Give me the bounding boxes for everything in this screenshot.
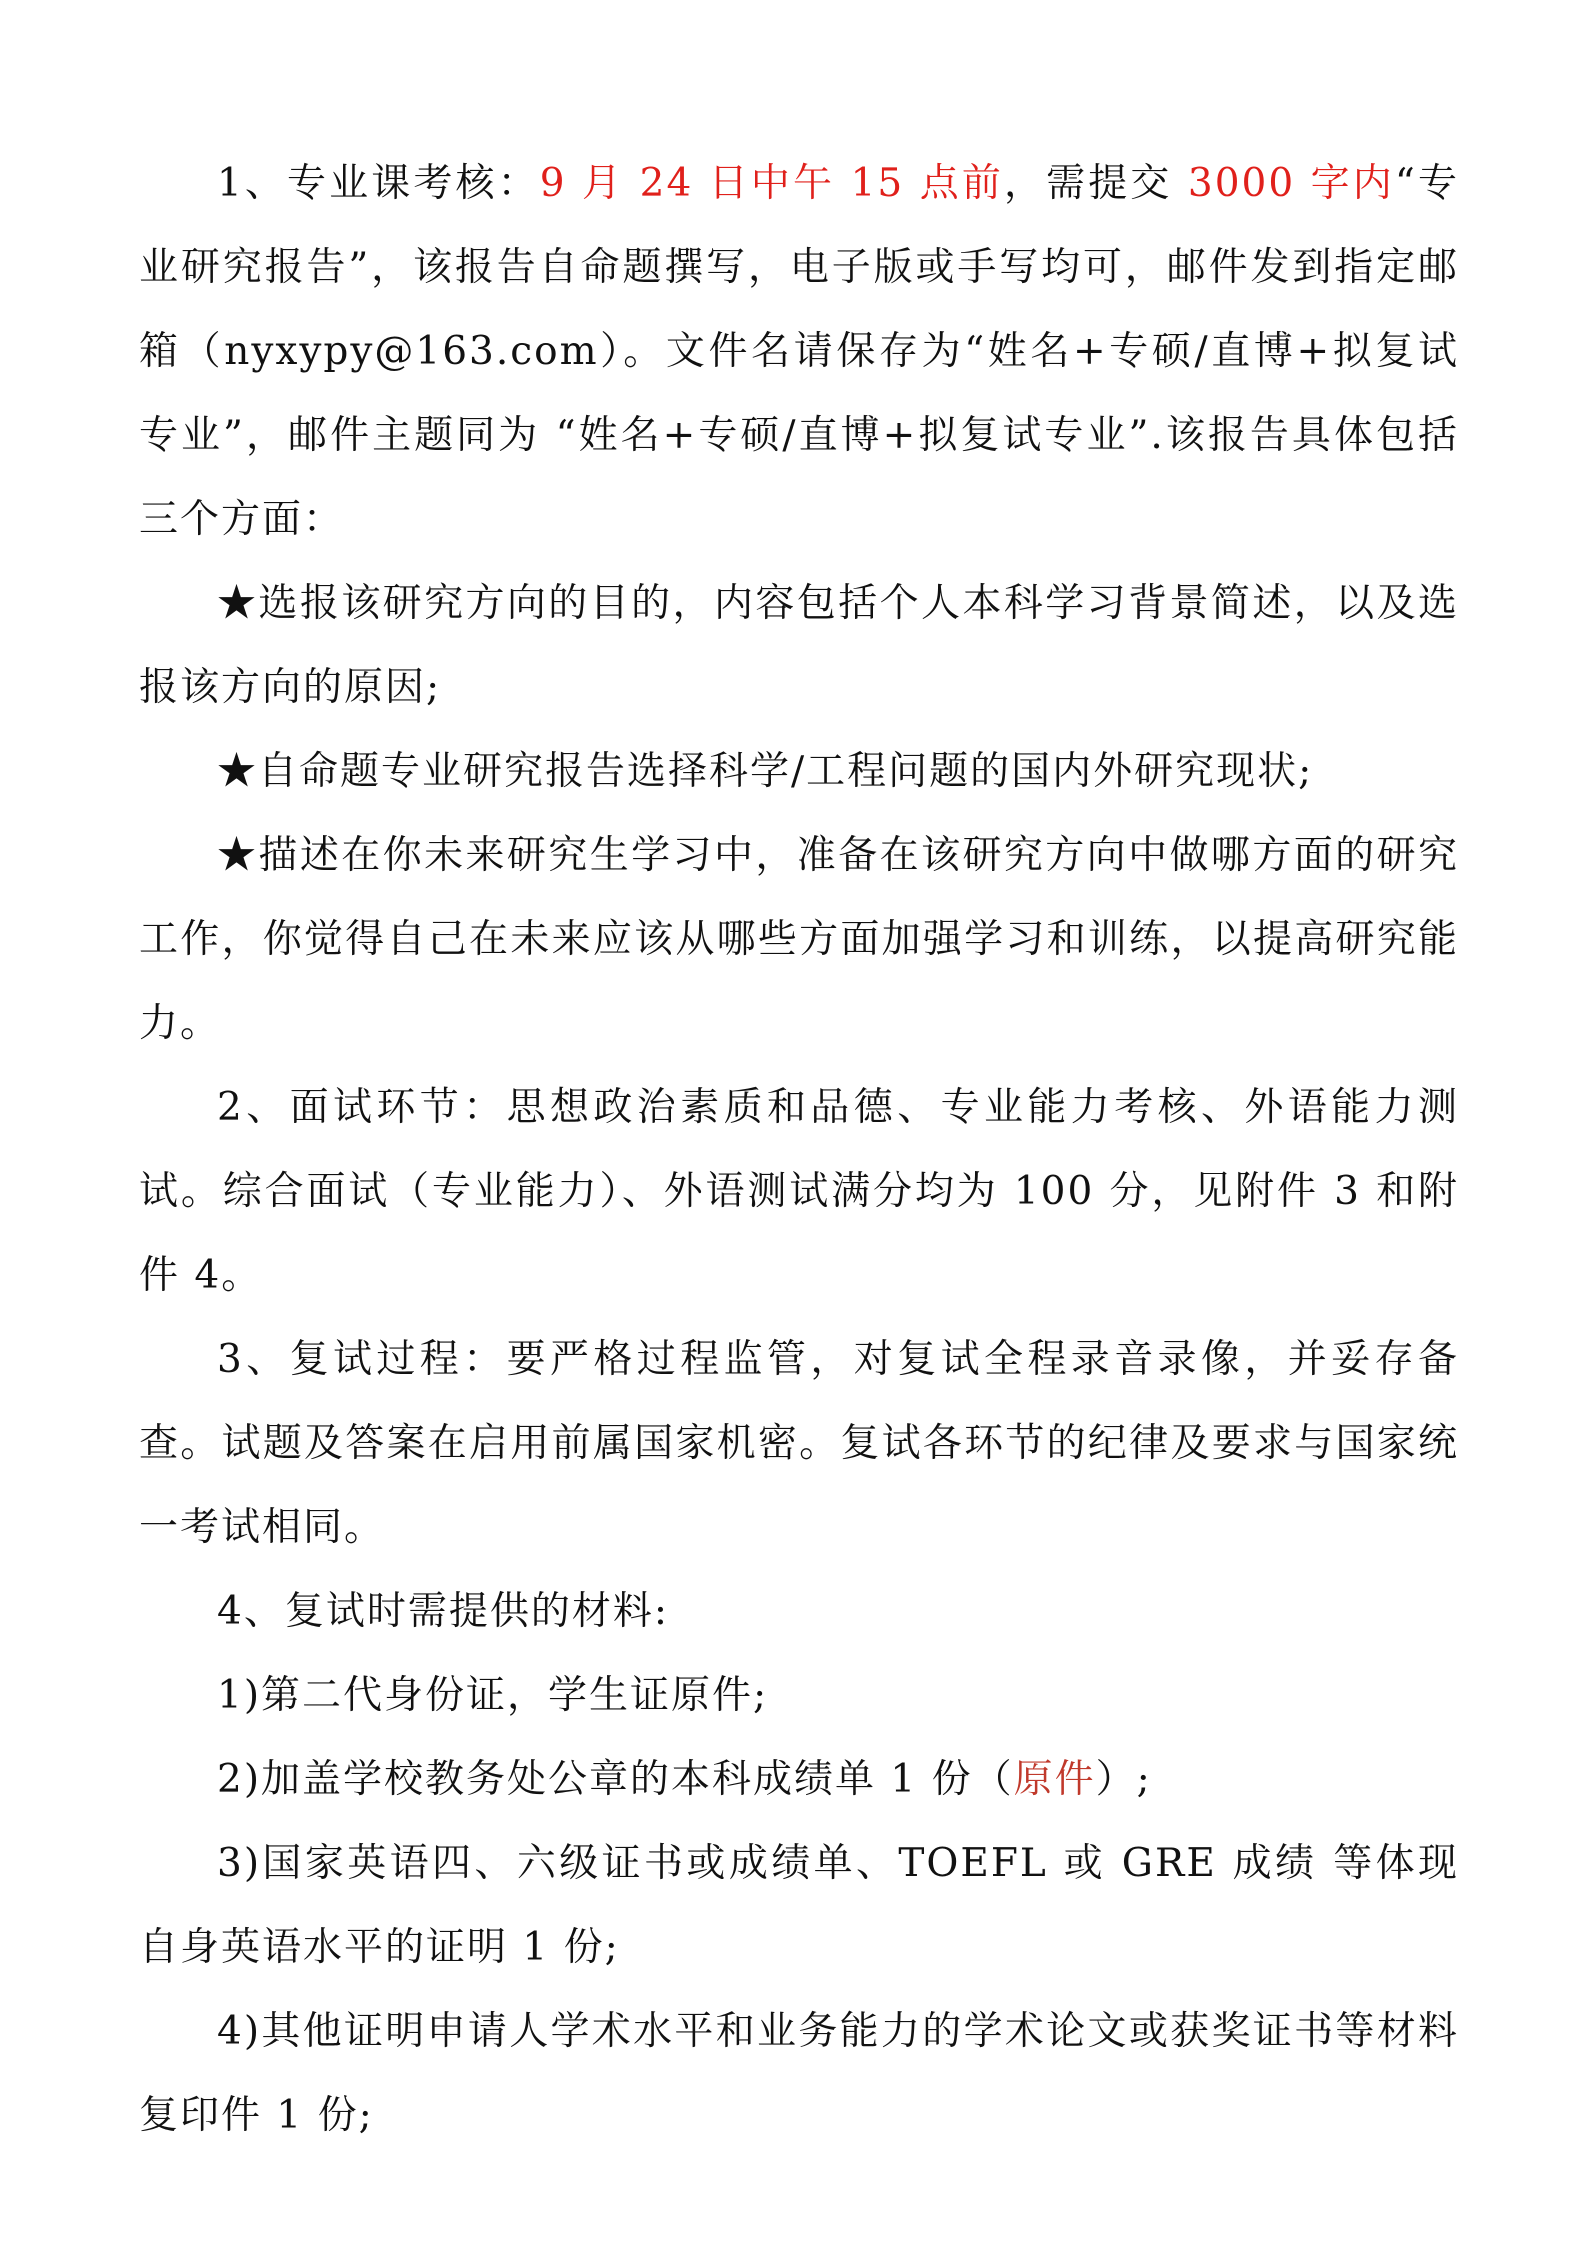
material-item-transcript	[139, 1738, 1459, 1822]
report-item-future-plan: ★描述在你未来研究生学习中，准备在该研究方向中做哪方面的研究工作，你觉得自己在未来应该从哪些方面加强学习和训练，以提高研究能力。	[139, 833, 1459, 1046]
transcript-closing: ）;	[1095, 1757, 1152, 1802]
report-item-purpose: ★选报该研究方向的目的，内容包括个人本科学习背景简述，以及选报该方向的原因;	[139, 581, 1459, 710]
paragraph-retest-process: 3、复试过程：要严格过程监管，对复试全程录音录像，并妥存备查。试题及答案在启用前属国家机密。复试各环节的纪律及要求与国家统一考试相同。	[139, 1337, 1459, 1550]
deadline-highlight: 9 月 24 日中午 15 点前	[539, 161, 1004, 206]
course-assessment-heading: 1、专业课考核：	[217, 161, 540, 206]
material-item-academic-proof: 4)其他证明申请人学术水平和业务能力的学术论文或获奖证书等材料复印件 1 份;	[139, 2009, 1459, 2138]
paragraph-interview: 2、面试环节：思想政治素质和品德、专业能力考核、外语能力测试。综合面试（专业能力）、外语测试满分均为 100 分，见附件 3 和附件 4。	[139, 1085, 1459, 1298]
transcript-text: 2)加盖学校教务处公章的本科成绩单 1 份（	[217, 1757, 1014, 1802]
paragraph-course-assessment	[139, 142, 1459, 562]
paragraph-materials-heading: 4、复试时需提供的材料:	[217, 1589, 669, 1634]
material-item-id-card: 1)第二代身份证，学生证原件;	[217, 1673, 769, 1718]
material-item-english-proof: 3)国家英语四、六级证书或成绩单、TOEFL 或 GRE 成绩 等体现自身英语水平的证明 1 份;	[139, 1841, 1459, 1970]
report-item-research-status: ★自命题专业研究报告选择科学/工程问题的国内外研究现状;	[217, 749, 1314, 794]
document-body	[139, 142, 1459, 2158]
submission-text: ，需提交	[1003, 161, 1188, 206]
report-instructions: “专业研究报告”，该报告自命题撰写，电子版或手写均可，邮件发到指定邮箱（nyxypy@163.com）。文件名请保存为“姓名+专硕/直博+拟复试专业”，邮件主题同为 “姓名+专硕/直博+拟复试专业”.该报告具体包括三个方面：	[139, 161, 1459, 542]
word-limit-highlight: 3000 字内	[1187, 161, 1395, 206]
original-copy-highlight: 原件	[1013, 1757, 1096, 1802]
